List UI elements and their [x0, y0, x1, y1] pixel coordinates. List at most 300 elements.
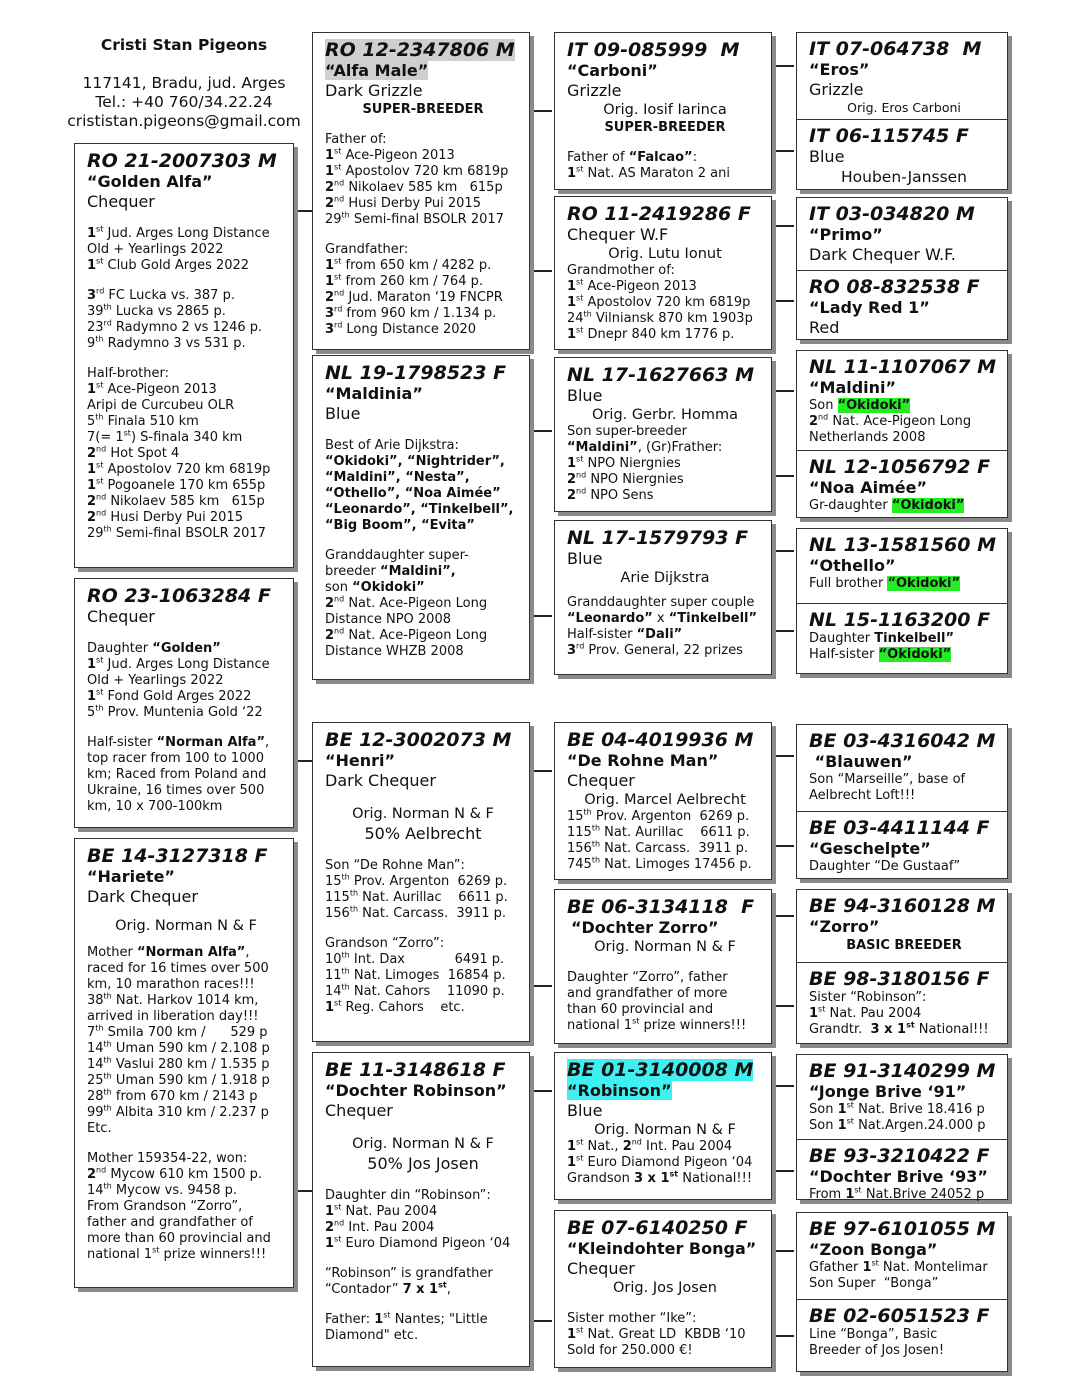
origin-percent: 50% Aelbrecht	[364, 824, 482, 843]
ring-number: NL 19-1798523 F	[325, 362, 507, 384]
result-line: Son 1st Nat. Brive 18.416 p	[809, 1100, 985, 1117]
origin-percent: 50% Jos Josen	[367, 1154, 479, 1173]
result-line: 2nd NPO Sens	[567, 486, 654, 503]
connector-line	[530, 770, 552, 772]
result-line: 1st Fond Gold Arges 2022	[87, 687, 252, 704]
result-line: than 60 provincial and	[567, 1002, 714, 1017]
result-line: Distance NPO 2008	[325, 612, 451, 627]
result-line: 28th from 670 km / 2143 p	[87, 1087, 258, 1104]
breeder-title: Cristi Stan Pigeons	[100, 36, 268, 54]
breeder-header	[58, 36, 310, 131]
result-line: top racer from 100 to 1000	[87, 751, 264, 766]
result-line: 2nd NPO Niergnies	[567, 470, 684, 487]
pigeon-card-ggp12[interactable]	[797, 1055, 1007, 1139]
pigeon-color: Chequer W.F	[567, 225, 669, 244]
pigeon-name: “Lady Red 1”	[809, 298, 930, 317]
pigeon-name: “Dochter Brive ‘93”	[809, 1167, 988, 1186]
result-line: Mother “Norman Alfa”,	[87, 945, 250, 960]
pigeon-pair-card	[796, 1054, 1008, 1200]
section-label: Father of:	[325, 132, 387, 147]
pigeon-card-gs2[interactable]	[554, 357, 772, 512]
pigeon-color: Dark Chequer	[325, 771, 436, 790]
result-line: 15th Prov. Argenton 6269 p.	[567, 807, 750, 824]
pigeon-name: “Golden Alfa”	[87, 172, 213, 191]
result-line: 115th Nat. Aurillac 6611 p.	[325, 888, 508, 905]
result-line: raced for 16 times over 500	[87, 961, 269, 976]
pigeon-card-gs4[interactable]	[554, 1052, 772, 1200]
ring-number: NL 12-1056792 F	[809, 456, 991, 478]
pigeon-name: “Kleindohter Bonga”	[567, 1239, 757, 1258]
pigeon-card-dam1[interactable]	[312, 355, 530, 680]
pigeon-card-sire1[interactable]	[312, 32, 530, 350]
connector-line	[772, 475, 794, 477]
connector-line	[294, 1190, 312, 1192]
result-line: 1st NPO Niergnies	[567, 454, 681, 471]
result-line: Son 1st Nat.Argen.24.000 p	[809, 1116, 986, 1133]
result-line: Etc.	[87, 1121, 112, 1136]
result-line: 9th Radymno 3 vs 531 p.	[87, 334, 246, 351]
ring-number: BE 97-6101055 M	[809, 1218, 996, 1240]
origin: Orig. Eros Carboni	[847, 100, 961, 115]
result-line: and grandfather of more	[567, 986, 728, 1001]
result-line: Sister “Robinson”:	[809, 990, 927, 1005]
result-line: Sold for 250.000 €!	[567, 1343, 693, 1358]
result-line: 23rd Radymno 2 vs 1246 p.	[87, 318, 263, 335]
result-line: national 1st prize winners!!!	[87, 1245, 267, 1262]
pigeon-color: Dark Grizzle	[325, 81, 423, 100]
ring-number: NL 11-1107067 M	[809, 356, 997, 378]
result-line: 14th Nat. Cahors 11090 p.	[325, 982, 505, 999]
result-line: Full brother “Okidoki”	[809, 576, 961, 591]
connector-line	[772, 1005, 794, 1007]
result-line: 1st Ace-Pigeon 2013	[567, 277, 697, 294]
connector-line	[772, 1085, 794, 1087]
pigeon-name: “Eros”	[809, 60, 870, 79]
pigeon-name: “Carboni”	[567, 61, 658, 80]
connector-line	[772, 1250, 794, 1252]
result-line: Daughter Tinkelbell”	[809, 631, 955, 646]
ring-number: NL 17-1579793 F	[567, 527, 749, 549]
pigeon-card-ggp15[interactable]	[797, 1299, 1007, 1361]
result-line: Granddaughter super couple	[567, 595, 755, 610]
connector-line	[294, 210, 312, 212]
result-line: 1st from 650 km / 4282 p.	[325, 256, 492, 273]
result-line: Half-sister “Okidoki”	[809, 647, 952, 662]
result-line: Half-sister “Norman Alfa”,	[87, 735, 270, 750]
connector-line	[530, 430, 552, 432]
okidoki-highlight: “Okidoki”	[887, 576, 961, 591]
pigeon-name: “Maldini”	[809, 378, 897, 397]
pigeon-card-ggp11[interactable]	[797, 962, 1007, 1040]
connector-line	[772, 65, 794, 67]
pigeon-color: Red	[809, 318, 840, 337]
ring-number: BE 03-4411144 F	[809, 817, 990, 839]
pigeon-card-gd2[interactable]	[554, 520, 772, 675]
pigeon-color: Grizzle	[809, 80, 864, 99]
pigeon-card-ggp6[interactable]	[797, 529, 1007, 603]
pigeon-name: “Robinson”	[567, 1081, 672, 1100]
result-line: 25th Uman 590 km / 1.918 p	[87, 1071, 270, 1088]
result-line: 115th Nat. Aurillac 6611 p.	[567, 823, 750, 840]
connector-line	[294, 760, 312, 762]
result-line: 2nd Nat. Ace-Pigeon Long	[325, 626, 488, 643]
result-line: 10th Int. Dax 6491 p.	[325, 950, 505, 967]
result-line: km, 10 x 700-100km	[87, 799, 223, 814]
result-line: 1st Jud. Arges Long Distance	[87, 655, 270, 672]
result-line: Sister mother “Ike”:	[567, 1311, 697, 1326]
result-line: more than 60 provincial and	[87, 1231, 271, 1246]
result-line: “Leonardo” x “Tinkelbell”	[567, 611, 758, 626]
breeder-tag: SUPER-BREEDER	[362, 102, 484, 117]
ring-number: BE 91-3140299 M	[809, 1060, 996, 1082]
result-line: Daughter “Zorro”, father	[567, 970, 728, 985]
result-line: Netherlands 2008	[809, 430, 926, 445]
section-label: Grandfather:	[325, 242, 409, 257]
result-line: “Okidoki”, “Nightrider”,	[325, 454, 505, 469]
pigeon-card-ggp2[interactable]	[797, 198, 1007, 270]
result-line: 2nd Nikolaev 585 km 615p	[325, 178, 503, 195]
result-line: father and grandfather of	[87, 1215, 253, 1230]
result-line: “Big Boom”, “Evita”	[325, 518, 475, 533]
result-line: Son super-breeder	[567, 424, 687, 439]
pigeon-card-ggp9[interactable]	[797, 811, 1007, 877]
ring-number: BE 03-4316042 M	[809, 730, 996, 752]
result-line: 156th Nat. Carcass. 3911 p.	[325, 904, 506, 921]
connector-line	[530, 270, 552, 272]
result-line: “Maldini”, (Gr)Frather:	[567, 440, 723, 455]
section-label: Best of Arie Dijkstra:	[325, 438, 459, 453]
connector-line	[772, 390, 794, 392]
ring-number: IT 03-034820 M	[809, 203, 975, 225]
result-line: 3rd Long Distance 2020	[325, 320, 477, 337]
okidoki-highlight: “Okidoki”	[837, 398, 911, 413]
result-line: 2nd Husi Derby Pui 2015	[325, 194, 481, 211]
result-line: 2nd Nat. Ace-Pigeon Long	[809, 412, 972, 429]
pigeon-card-gd3[interactable]	[554, 889, 772, 1044]
result-line: 2nd Int. Pau 2004	[325, 1218, 435, 1235]
result-line: 99th Albita 310 km / 2.237 p	[87, 1103, 269, 1120]
result-line: Father: 1st Nantes; "Little	[325, 1310, 488, 1327]
ring-number: BE 98-3180156 F	[809, 968, 990, 990]
connector-line	[772, 300, 794, 302]
ring-number: BE 02-6051523 F	[809, 1305, 990, 1327]
ring-number: BE 12-3002073 M	[325, 729, 512, 751]
pigeon-card-sire2[interactable]	[312, 722, 530, 1042]
ring-number: RO 21-2007303 M	[87, 150, 277, 172]
connector-line	[772, 550, 794, 552]
result-line: 1st Apostolov 720 km 6819p	[87, 460, 271, 477]
ring-number: NL 13-1581560 M	[809, 534, 997, 556]
result-line: Father of “Falcao”:	[567, 150, 697, 165]
pigeon-name: “Dochter Zorro”	[571, 918, 719, 937]
result-line: 1st Apostolov 720 km 6819p	[567, 293, 751, 310]
pigeon-card-subject1[interactable]	[74, 143, 294, 568]
pigeon-name: “Maldinia”	[325, 384, 423, 403]
okidoki-highlight: “Okidoki”	[878, 647, 952, 662]
ring-number: IT 07-064738 M	[809, 38, 982, 60]
result-line: 7th Smila 700 km / 529 p	[87, 1023, 268, 1040]
result-line: Grandson 3 x 1st National!!!	[567, 1169, 753, 1186]
origin: Arie Dijkstra	[620, 570, 710, 586]
pigeon-color: Chequer	[567, 1259, 635, 1278]
connector-line	[530, 1320, 552, 1322]
ring-number: BE 04-4019936 M	[567, 729, 754, 751]
pigeon-pair-card	[796, 350, 1008, 518]
result-line: Old + Yearlings 2022	[87, 242, 224, 257]
result-line: 1st Nat. Pau 2004	[325, 1202, 438, 1219]
result-line: 11th Nat. Limoges 16854 p.	[325, 966, 506, 983]
pigeon-card-ggp8[interactable]	[797, 725, 1007, 811]
result-line: 1st Pogoanele 170 km 655p	[87, 476, 266, 493]
breeder-tag: SUPER-BREEDER	[604, 120, 726, 135]
pigeon-pair-card	[796, 1212, 1008, 1372]
breeder-phone: Tel.: +40 760/34.22.24	[95, 93, 273, 111]
result-line: Aelbrecht Loft!!!	[809, 788, 916, 803]
connector-line	[772, 630, 794, 632]
pigeon-card-ggp3[interactable]	[797, 270, 1007, 340]
ring-number: IT 06-115745 F	[809, 125, 969, 147]
result-line: “Leonardo”, “Tinkelbell”,	[325, 502, 514, 517]
result-line: Half-sister “Dali”	[567, 627, 683, 642]
result-line: Old + Yearlings 2022	[87, 673, 224, 688]
result-line: arrived in liberation day!!!	[87, 1009, 259, 1024]
result-line: 38th Nat. Harkov 1014 km,	[87, 991, 259, 1008]
result-line: 745th Nat. Limoges 17456 p.	[567, 855, 752, 872]
result-line: Son “Marseille”, base of	[809, 772, 966, 787]
result-line: 1st Ace-Pigeon 2013	[87, 380, 217, 397]
origin: Orig. Norman N & F	[352, 806, 494, 822]
connector-line	[530, 1090, 552, 1092]
result-line: 29th Semi-final BSOLR 2017	[325, 210, 504, 227]
result-line: Granddaughter super-	[325, 548, 469, 563]
result-line: 3rd FC Lucka vs. 387 p.	[87, 286, 235, 303]
result-line: 5th Finala 510 km	[87, 412, 199, 429]
result-line: 1st Euro Diamond Pigeon ‘04	[325, 1234, 511, 1251]
result-line: Distance WHZB 2008	[325, 644, 464, 659]
ring-number: BE 01-3140008 M	[567, 1059, 754, 1081]
pigeon-name: “De Rohne Man”	[567, 751, 719, 770]
result-line: 1st Nat. Great LD KBDB ‘10	[567, 1325, 746, 1342]
ring-number: NL 17-1627663 M	[567, 364, 755, 386]
ring-number: NL 15-1163200 F	[809, 609, 991, 631]
pigeon-card-subject2[interactable]	[74, 578, 294, 828]
pigeon-name: “Jonge Brive ‘91”	[809, 1082, 967, 1101]
section-label: Son “De Rohne Man”:	[325, 858, 465, 873]
ring-number: BE 06-3134118 F	[567, 896, 755, 918]
result-line: From Grandson “Zorro”,	[87, 1199, 243, 1214]
pigeon-card-ggp13[interactable]	[797, 1139, 1007, 1205]
ring-number: BE 07-6140250 F	[567, 1217, 748, 1239]
pigeon-name: “Henri”	[325, 751, 396, 770]
ring-number: BE 94-3160128 M	[809, 895, 996, 917]
pigeon-name: “Othello”	[809, 556, 896, 575]
ring-number: RO 08-832538 F	[809, 276, 980, 298]
pigeon-color: Chequer	[87, 607, 155, 626]
section-label: Grandson “Zorro”:	[325, 936, 445, 951]
result-line: 1st Nat. Pau 2004	[809, 1004, 922, 1021]
connector-line	[772, 150, 794, 152]
pigeon-color: Chequer	[567, 771, 635, 790]
pigeon-name: “Geschelpte”	[809, 839, 931, 858]
result-line: 1st Reg. Cahors etc.	[325, 998, 465, 1015]
ring-number: BE 93-3210422 F	[809, 1145, 990, 1167]
pigeon-pair-card	[796, 889, 1008, 1044]
connector-line	[530, 110, 552, 112]
pigeon-pair-card	[796, 724, 1008, 879]
connector-line	[772, 1170, 794, 1172]
result-line: 1st Nat. AS Maraton 2 ani	[567, 164, 730, 181]
pigeon-name: “Alfa Male”	[325, 61, 429, 80]
pigeon-color: Chequer	[87, 192, 155, 211]
pigeon-color: Blue	[567, 386, 603, 405]
result-line: km; Raced from Poland and	[87, 767, 267, 782]
origin: Orig. Lutu Ionut	[608, 246, 722, 262]
connector-line	[772, 225, 794, 227]
pigeon-color: Chequer	[325, 1101, 393, 1120]
pigeon-card-ggp7[interactable]	[797, 603, 1007, 665]
result-line: Aripi de Curcubeu OLR	[87, 398, 235, 413]
ring-number: RO 23-1063284 F	[87, 585, 271, 607]
pigeon-pair-card	[796, 528, 1008, 674]
pigeon-card-subject3[interactable]	[74, 838, 294, 1288]
result-line: 2nd Mycow 610 km 1500 p.	[87, 1165, 262, 1182]
result-line: 2nd Jud. Maraton ‘19 FNCPR	[325, 288, 503, 305]
pigeon-color: Dark Chequer	[87, 887, 198, 906]
result-line: 14th Mycow vs. 9458 p.	[87, 1181, 238, 1198]
result-line: 1st from 260 km / 764 p.	[325, 272, 483, 289]
result-line: 2nd Nikolaev 585 km 615p	[87, 492, 265, 509]
result-line: 29th Semi-final BSOLR 2017	[87, 524, 266, 541]
result-line: 1st Nat., 2nd Int. Pau 2004	[567, 1137, 733, 1154]
okidoki-highlight: “Okidoki”	[891, 498, 965, 513]
result-line: national 1st prize winners!!!	[567, 1016, 747, 1033]
result-line: 1st Jud. Arges Long Distance	[87, 224, 270, 241]
result-line: 39th Lucka vs 2865 p.	[87, 302, 226, 319]
result-line: “Othello”, “Noa Aimée”	[325, 486, 501, 501]
pigeon-name: “Zoon Bonga”	[809, 1240, 938, 1259]
pigeon-card-ggp0[interactable]	[797, 33, 1007, 119]
breeder-tag: BASIC BREEDER	[846, 938, 962, 953]
origin: Orig. Jos Josen	[613, 1280, 717, 1296]
section-label: Half-brother:	[87, 366, 170, 381]
pigeon-color: Grizzle	[567, 81, 622, 100]
result-line: 2nd Hot Spot 4	[87, 444, 180, 461]
result-line: 1st Euro Diamond Pigeon ‘04	[567, 1153, 753, 1170]
pigeon-name: “Blauwen”	[809, 752, 913, 771]
pigeon-name: “Hariete”	[87, 867, 175, 886]
pigeon-color: Blue	[567, 549, 603, 568]
connector-line	[772, 755, 794, 757]
result-line: 14th Uman 590 km / 2.108 p	[87, 1039, 270, 1056]
pigeon-name: “Dochter Robinson”	[325, 1081, 507, 1100]
pigeon-card-ggp4[interactable]	[797, 351, 1007, 450]
pigeon-name: “Noa Aimée”	[809, 478, 928, 497]
origin: Orig. Gerbr. Homma	[592, 407, 738, 423]
pigeon-card-dam2[interactable]	[312, 1052, 530, 1367]
result-line: breeder “Maldini”,	[325, 564, 456, 579]
connector-line	[530, 985, 552, 987]
pigeon-card-gs1[interactable]	[554, 32, 772, 190]
origin: Orig. Norman N & F	[352, 1136, 494, 1152]
ring-number: BE 14-3127318 F	[87, 845, 268, 867]
section-label: Grandmother of:	[567, 263, 675, 278]
origin: Orig. Iosif Iarinca	[603, 102, 727, 118]
result-line: 1st Ace-Pigeon 2013	[325, 146, 455, 163]
ring-number: BE 11-3148618 F	[325, 1059, 506, 1081]
origin: Orig. Norman N & F	[594, 939, 736, 955]
pigeon-card-ggp5[interactable]	[797, 450, 1007, 516]
connector-line	[772, 845, 794, 847]
result-line: 3rd Prov. General, 22 prizes	[567, 641, 743, 658]
result-line: Son “Okidoki”	[809, 398, 911, 413]
breeder-email[interactable]: crististan.pigeons@gmail.com	[67, 112, 301, 130]
result-line: “Contador” 7 x 1st,	[325, 1280, 451, 1297]
result-line: Breeder of Jos Josen!	[809, 1343, 945, 1358]
result-line: 156th Nat. Carcass. 3911 p.	[567, 839, 748, 856]
pigeon-card-gs3[interactable]	[554, 722, 772, 880]
pigeon-color: Blue	[325, 404, 361, 423]
result-line: “Robinson” is grandfather	[325, 1266, 493, 1281]
result-line: Grandtr. 3 x 1st National!!!	[809, 1020, 989, 1037]
ring-number: IT 09-085999 M	[567, 39, 740, 61]
result-line: Daughter “De Gustaaf”	[809, 859, 961, 874]
result-line: From 1st Nat.Brive 24052 p	[809, 1185, 985, 1202]
result-line: Ukraine, 16 times over 500	[87, 783, 265, 798]
result-line: 1st Club Gold Arges 2022	[87, 256, 250, 273]
result-line: Daughter “Golden”	[87, 641, 221, 656]
pigeon-card-gd1[interactable]	[554, 196, 772, 350]
result-line: 24th Vilniansk 870 km 1903p	[567, 309, 753, 326]
pigeon-color: Blue	[809, 147, 845, 166]
result-line: Gfather 1st Nat. Montelimar	[809, 1258, 988, 1275]
ring-number: RO 11-2419286 F	[567, 203, 751, 225]
result-line: Diamond" etc.	[325, 1328, 419, 1343]
result-line: son “Okidoki”	[325, 580, 425, 595]
ring-number: RO 12-2347806 M	[325, 39, 515, 61]
origin: Orig. Norman N & F	[115, 918, 257, 934]
pigeon-color: Blue	[567, 1101, 603, 1120]
result-line: 15th Prov. Argenton 6269 p.	[325, 872, 508, 889]
result-line: Gr-daughter “Okidoki”	[809, 498, 965, 513]
pigeon-name: “Zorro”	[809, 917, 880, 936]
pigeon-pair-card	[796, 32, 1008, 190]
connector-line	[772, 915, 794, 917]
origin: Orig. Norman N & F	[594, 1122, 736, 1138]
pigeon-card-ggp10[interactable]	[797, 890, 1007, 962]
pigeon-card-ggp14[interactable]	[797, 1213, 1007, 1299]
connector-line	[772, 1335, 794, 1337]
section-label: Daughter din “Robinson”:	[325, 1188, 491, 1203]
result-line: Son Super “Bonga”	[809, 1276, 939, 1291]
result-line: Line “Bonga”, Basic	[809, 1327, 938, 1342]
origin: Orig. Marcel Aelbrecht	[584, 792, 746, 808]
result-line: 2nd Nat. Ace-Pigeon Long	[325, 594, 488, 611]
pigeon-card-ggp1[interactable]	[797, 119, 1007, 189]
result-line: 5th Prov. Muntenia Gold ‘22	[87, 703, 263, 720]
breeder-address: 117141, Bradu, jud. Arges	[82, 74, 286, 92]
result-line: “Maldini”, “Nesta”,	[325, 470, 470, 485]
pigeon-name: “Primo”	[809, 225, 883, 244]
pigeon-card-gd4[interactable]	[554, 1210, 772, 1368]
result-line: Mother 159354-22, won:	[87, 1151, 248, 1166]
result-line: 7(= 1st) S-finala 340 km	[87, 428, 243, 445]
origin: Houben-Janssen	[840, 168, 968, 186]
result-line: 14th Vaslui 280 km / 1.535 p	[87, 1055, 270, 1072]
result-line: 1st Dnepr 840 km 1776 p.	[567, 325, 735, 342]
connector-line	[530, 615, 552, 617]
pigeon-pair-card	[796, 197, 1008, 340]
result-line: km, 10 marathon races!!!	[87, 977, 255, 992]
